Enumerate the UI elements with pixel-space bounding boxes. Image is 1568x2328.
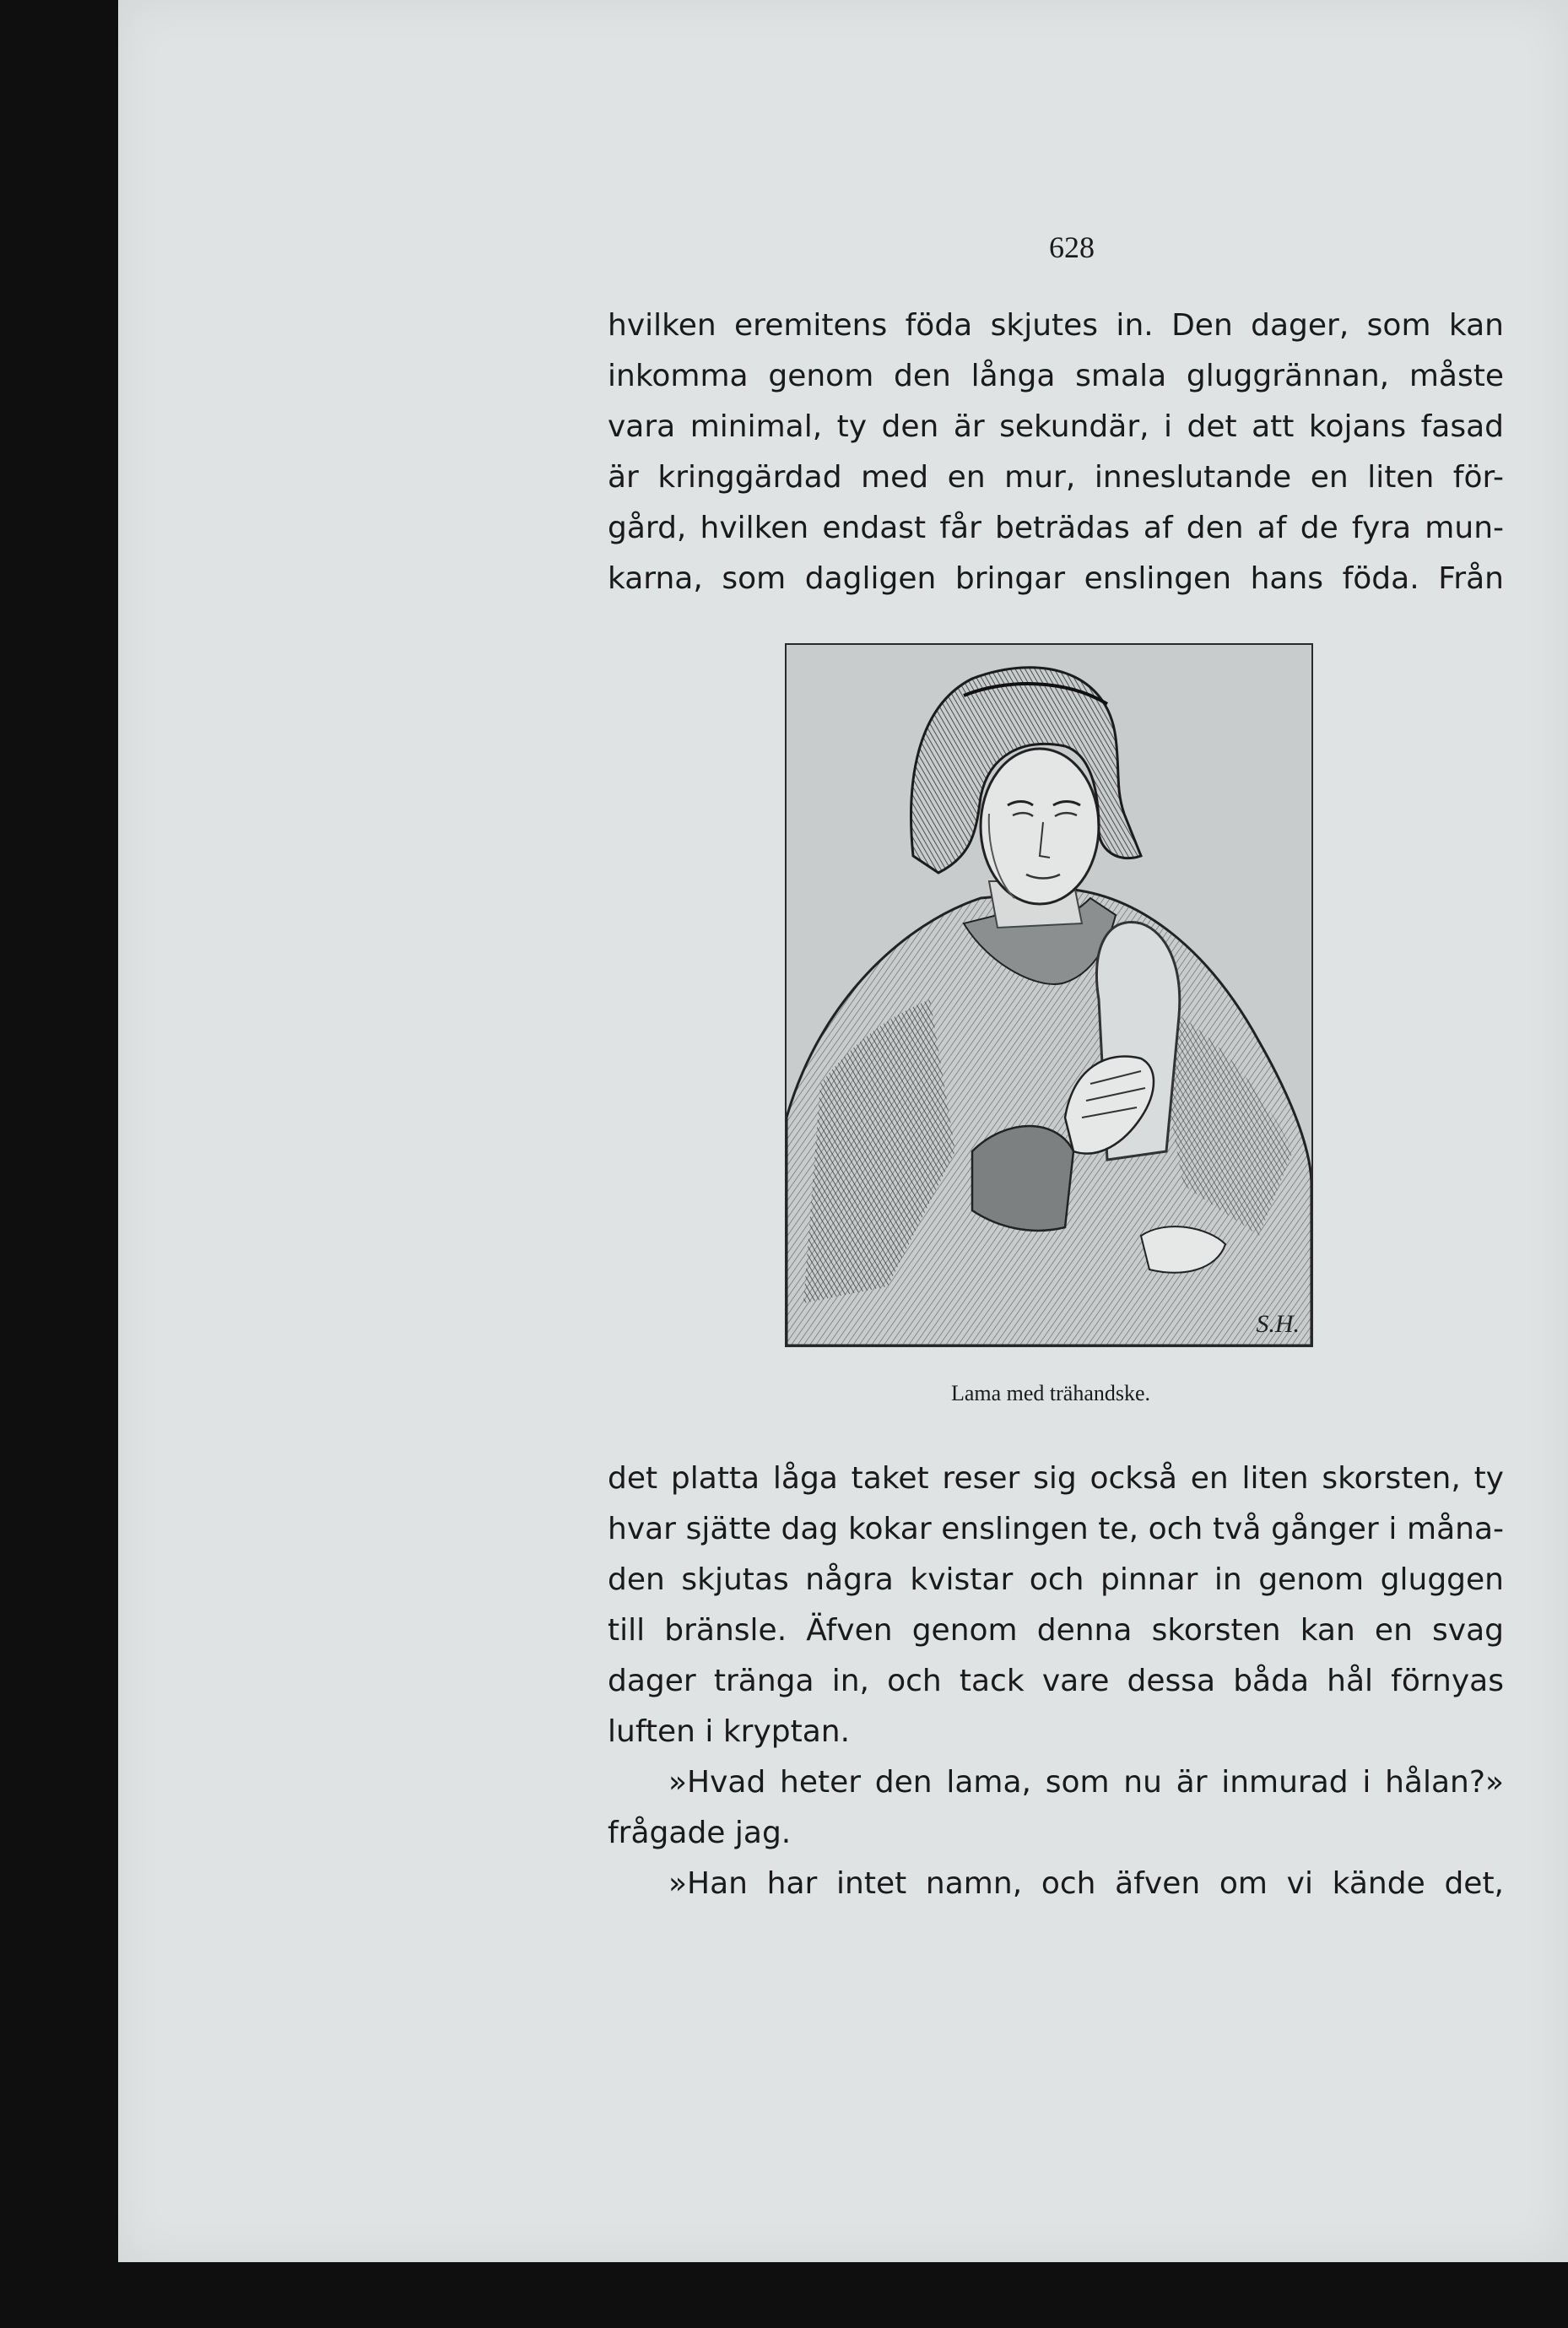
text-line: till bränsle. Äfven genom denna skorsten kan en svag: [608, 1613, 1504, 1648]
artist-signature: S.H.: [1256, 1310, 1300, 1338]
text-line: dager tränga in, och tack vare dessa båda hål förnyas: [608, 1664, 1504, 1698]
text-line: den skjutas några kvistar och pinnar in genom gluggen: [608, 1562, 1504, 1597]
illustration-lama-portrait: [785, 643, 1313, 1347]
text-line: vara minimal, ty den är sekundär, i det att kojans fasad: [608, 409, 1504, 444]
text-line: hvilken eremitens föda skjutes in. Den dager, som kan: [608, 308, 1504, 343]
text-line: är kringgärdad med en mur, inneslutande en liten för-: [608, 460, 1504, 495]
text-line: »Hvad heter den lama, som nu är inmurad i hålan?»: [668, 1765, 1504, 1800]
paragraph-1: [608, 300, 1504, 604]
paragraph-3: [608, 1757, 1504, 1859]
text-line: »Han har intet namn, och äfven om vi kände det,: [668, 1866, 1504, 1901]
text-line: frågade jag.: [608, 1816, 792, 1850]
text-line: det platta låga taket reser sig också en liten skorsten, ty: [608, 1461, 1504, 1496]
book-page: [118, 0, 1568, 2262]
portrait-sketch: [787, 645, 1311, 1345]
text-line: luften i kryptan.: [608, 1714, 851, 1749]
text-line: karna, som dagligen bringar enslingen hans föda. Från: [608, 561, 1504, 596]
text-line: inkomma genom den långa smala gluggrännan, måste: [608, 359, 1504, 393]
paragraph-2: [608, 1454, 1504, 1757]
figure-caption: Lama med trähandske.: [950, 1381, 1151, 1405]
text-line: gård, hvilken endast får beträdas af den af de fyra mun-: [608, 511, 1504, 545]
text-line: hvar sjätte dag kokar enslingen te, och två gånger i måna-: [608, 1512, 1504, 1546]
page-number: 628: [1049, 230, 1095, 264]
paragraph-4: [608, 1859, 1504, 1909]
